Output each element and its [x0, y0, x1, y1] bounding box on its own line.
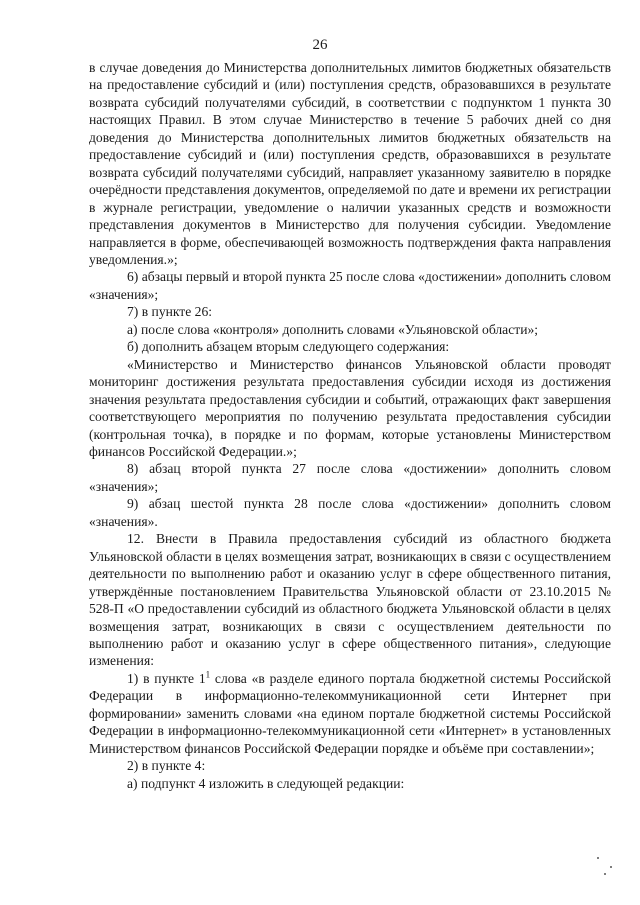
- page-number: 26: [312, 37, 328, 53]
- paragraph-quote-monitoring: «Министерство и Министерство финансов Ульяновской области проводят мониторинг достижения результата предоставления субсидии исходя из достижения значения результата предоставления субсидии и событий, отражающих факт завершения соответствующего мероприятия по получению результата предоставления субсидии (контрольная точка), в порядке и по формам, которые установлены Министерством финансов Российской Федерации.»;: [89, 356, 611, 459]
- paragraph-item-6: 6) абзацы первый и второй пункта 25 после слова «достижении» дополнить словом «значения»;: [89, 269, 611, 302]
- paragraph-item-12-2: 2) в пункте 4:: [127, 758, 206, 774]
- paragraph-text-before: 1) в пункте 1: [127, 670, 206, 686]
- document-body: [89, 59, 611, 792]
- paragraph-item-7a: а) после слова «контроля» дополнить словами «Ульяновской области»;: [127, 321, 539, 337]
- paragraph-item-12-1: [89, 670, 611, 757]
- paragraph-item-7b: б) дополнить абзацем вторым следующего содержания:: [127, 339, 450, 355]
- paragraph-continuation: в случае доведения до Министерства дополнительных лимитов бюджетных обязательств на предоставление субсидий и (или) поступления средств, образовавшихся в результате возврата субсидий получателями субсидий, в соответствии с подпунктом 1 пункта 30 настоящих Правил. В этом случае Министерство в течение 5 рабочих дней со дня доведения до Министерства дополнительных лимитов бюджетных обязательств на предоставление субсидий и (или) поступления средств, образовавшихся в результате возврата субсидий получателями субсидий, направляет указанному заявителю в порядке очерёдности представления документов, определяемой по дате и времени их регистрации в журнале регистрации, уведомление о наличии указанных средств и возможности представления документов в Министерство для получения субсидии. Уведомление направляется в форме, обеспечивающей возможность подтверждения факта направления уведомления.»;: [89, 60, 611, 267]
- scan-speck: [604, 873, 606, 875]
- paragraph-section-12: 12. Внести в Правила предоставления субсидий из областного бюджета Ульяновской области в целях возмещения затрат, возникающих в связи с осуществлением деятельности по выполнению работ и оказанию услуг в сфере общественного питания, утверждённые постановлением Правительства Ульяновской области от 23.10.2015 № 528-П «О предоставлении субсидий из областного бюджета Ульяновской области в целях возмещения затрат, возникающих в связи с осуществлением деятельности по выполнению работ и оказанию услуг в сфере общественного питания», следующие изменения:: [89, 531, 611, 669]
- superscript-number: 1: [205, 669, 211, 680]
- paragraph-text-after: слова «в разделе единого портала бюджетной системы Российской Федерации в информационно-телекоммуникационной сети Интернет при формировании» заменить словами «на едином портале бюджетной системы Российской Федерации в информационно-телекоммуникационной сети «Интернет» в установленных Министерством финансов Российской Федерации порядке и объёме при составлении»;: [89, 670, 612, 756]
- paragraph-item-7: 7) в пункте 26:: [127, 304, 213, 320]
- paragraph-item-9: 9) абзац шестой пункта 28 после слова «достижении» дополнить словом «значения».: [89, 496, 611, 529]
- paragraph-item-8: 8) абзац второй пункта 27 после слова «достижении» дополнить словом «значения»;: [89, 461, 611, 494]
- scan-speck: [597, 857, 599, 859]
- scan-speck: [610, 866, 612, 868]
- paragraph-item-12-2a: а) подпункт 4 изложить в следующей редакции:: [127, 775, 405, 791]
